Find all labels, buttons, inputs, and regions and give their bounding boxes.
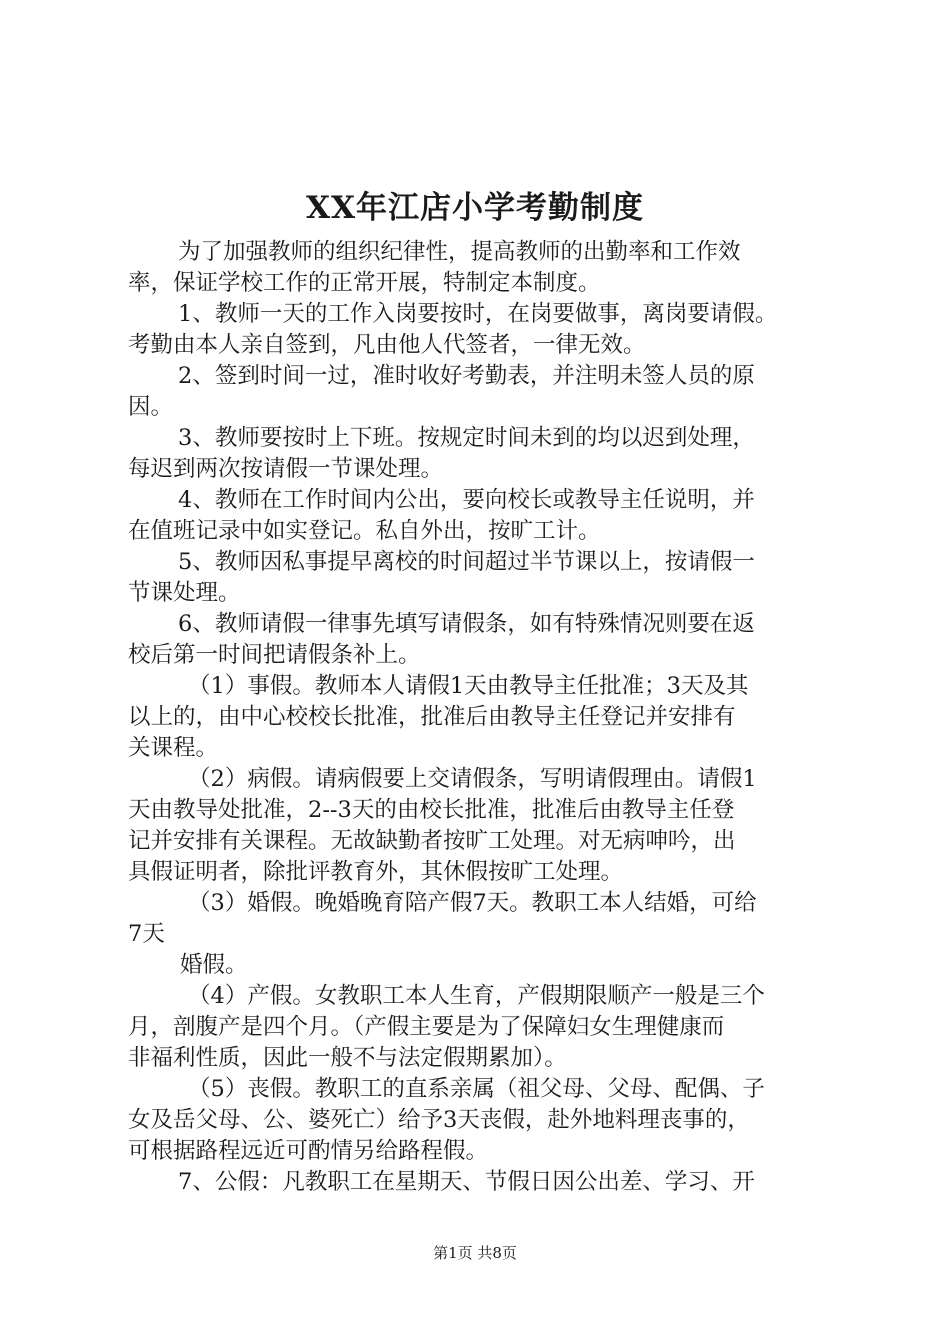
paragraph-line: 具假证明者，除批评教育外，其休假按旷工处理。 bbox=[128, 859, 624, 885]
paragraph-line: 校后第一时间把请假条补上。 bbox=[128, 642, 421, 668]
document-title: XX年江店小学考勤制度 bbox=[305, 190, 645, 226]
paragraph-line: 非福利性质，因此一般不与法定假期累加）。 bbox=[128, 1045, 567, 1071]
paragraph-line: 婚假。 bbox=[180, 952, 248, 978]
paragraph-line: 每迟到两次按请假一节课处理。 bbox=[128, 456, 444, 482]
paragraph-line: 女及岳父母、公、婆死亡）给予3天丧假，赴外地料理丧事的， bbox=[128, 1107, 750, 1133]
paragraph-line: 记并安排有关课程。无故缺勤者按旷工处理。对无病呻吟，出 bbox=[128, 828, 736, 854]
paragraph-line: 可根据路程远近可酌情另给路程假。 bbox=[128, 1138, 489, 1164]
paragraph-line: 6、教师请假一律事先填写请假条，如有特殊情况则要在返 bbox=[178, 611, 755, 637]
paragraph-line: 率，保证学校工作的正常开展，特制定本制度。 bbox=[128, 270, 601, 296]
paragraph-line: （1）事假。教师本人请假1天由教导主任批准；3天及其 bbox=[188, 673, 749, 699]
paragraph-line: 月，剖腹产是四个月。（产假主要是为了保障妇女生理健康而 bbox=[128, 1014, 725, 1040]
paragraph-line: 天由教导处批准，2--3天的由校长批准，批准后由教导主任登 bbox=[128, 797, 735, 823]
page-footer: 第1页 共8页 bbox=[433, 1244, 517, 1262]
paragraph-line: 4、教师在工作时间内公出，要向校长或教导主任说明，并 bbox=[178, 487, 755, 513]
paragraph-line: 5、教师因私事提早离校的时间超过半节课以上，按请假一 bbox=[178, 549, 755, 575]
paragraph-line: 以上的，由中心校校长批准，批准后由教导主任登记并安排有 bbox=[128, 704, 736, 730]
paragraph-line: （4）产假。女教职工本人生育，产假期限顺产一般是三个 bbox=[188, 983, 765, 1009]
paragraph-line: 因。 bbox=[128, 394, 174, 420]
paragraph-line: 1、教师一天的工作入岗要按时，在岗要做事，离岗要请假。 bbox=[178, 301, 778, 327]
paragraph-line: （5）丧假。教职工的直系亲属（祖父母、父母、配偶、子 bbox=[188, 1076, 765, 1102]
paragraph-line: （3）婚假。晚婚晚育陪产假7天。教职工本人结婚，可给 bbox=[188, 890, 757, 916]
paragraph-line: 7、公假：凡教职工在星期天、节假日因公出差、学习、开 bbox=[178, 1169, 755, 1195]
paragraph-line: （2）病假。请病假要上交请假条，写明请假理由。请假1 bbox=[188, 766, 757, 792]
paragraph-line: 考勤由本人亲自签到，凡由他人代签者，一律无效。 bbox=[128, 332, 646, 358]
paragraph-line: 3、教师要按时上下班。按规定时间未到的均以迟到处理， bbox=[178, 425, 755, 451]
paragraph-line: 关课程。 bbox=[128, 735, 219, 761]
paragraph-line: 在值班记录中如实登记。私自外出，按旷工计。 bbox=[128, 518, 601, 544]
paragraph-line: 2、签到时间一过，准时收好考勤表，并注明未签人员的原 bbox=[178, 363, 755, 389]
document-body bbox=[128, 237, 828, 1198]
paragraph-line: 7天 bbox=[128, 921, 165, 947]
paragraph-line: 为了加强教师的组织纪律性，提高教师的出勤率和工作效 bbox=[178, 239, 741, 265]
paragraph-line: 节课处理。 bbox=[128, 580, 241, 606]
